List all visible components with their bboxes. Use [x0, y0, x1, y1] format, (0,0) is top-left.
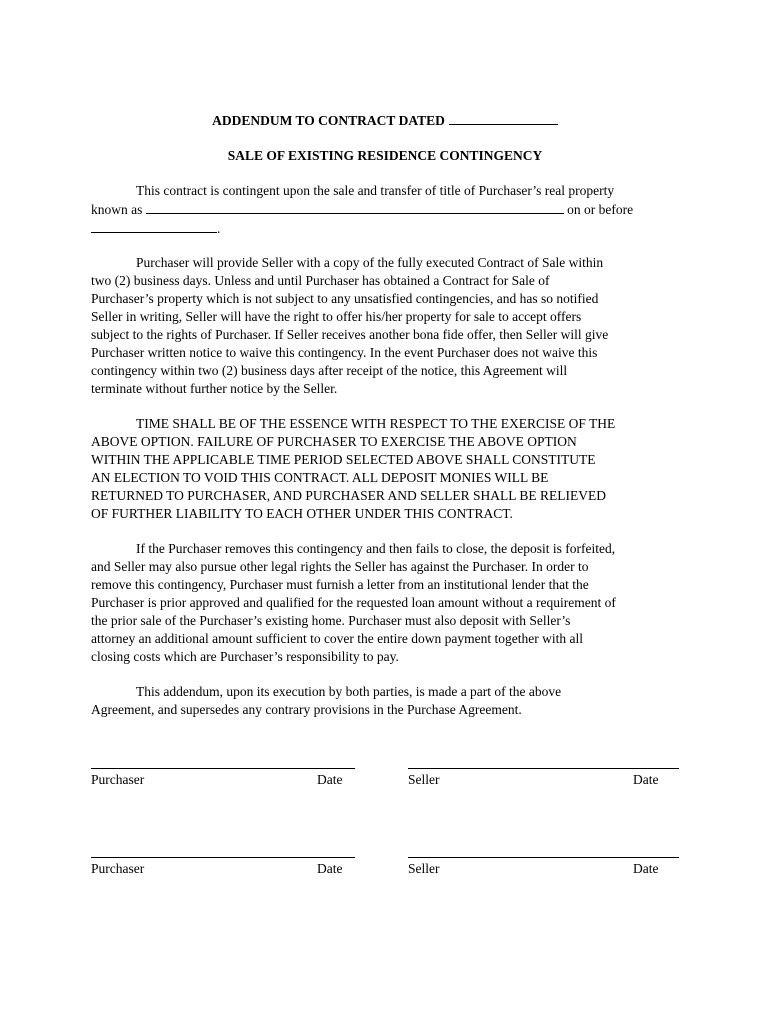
purchaser-date-label-2: Date	[317, 861, 343, 876]
paragraph-line: and Seller may also pursue other legal rights the Seller has against the Purchaser. In order to	[91, 559, 589, 574]
seller-label-2: Seller	[408, 861, 440, 876]
paragraph-line: TIME SHALL BE OF THE ESSENCE WITH RESPECT TO THE EXERCISE OF THE	[136, 416, 616, 431]
paragraph-line: ABOVE OPTION. FAILURE OF PURCHASER TO EXERCISE THE ABOVE OPTION	[91, 434, 577, 449]
seller-signature-line-2[interactable]	[408, 857, 679, 858]
paragraph-line: Purchaser will provide Seller with a copy of the fully executed Contract of Sale within	[136, 255, 604, 270]
seller-signature-line-1[interactable]	[408, 768, 679, 769]
title-text: ADDENDUM TO CONTRACT DATED	[212, 113, 445, 128]
paragraph-line: This addendum, upon its execution by both parties, is made a part of the above	[136, 684, 562, 699]
paragraph-line: terminate without further notice by the Seller.	[91, 381, 338, 396]
period-text: .	[217, 221, 221, 236]
paragraph-line	[91, 200, 683, 219]
paragraph-line: Seller in writing, Seller will have the right to offer his/her property for sale to accept offers	[91, 309, 582, 324]
document-title	[0, 112, 770, 129]
seller-label-1: Seller	[408, 772, 440, 787]
purchaser-date-label-1: Date	[317, 772, 343, 787]
paragraph-line: This contract is contingent upon the sale and transfer of title of Purchaser’s real property	[136, 183, 615, 198]
known-as-label: known as	[91, 202, 143, 217]
paragraph-line: remove this contingency, Purchaser must furnish a letter from an institutional lender that the	[91, 577, 589, 592]
seller-date-label-1: Date	[633, 772, 659, 787]
purchaser-label-1: Purchaser	[91, 772, 145, 787]
paragraph-line: RETURNED TO PURCHASER, AND PURCHASER AND SELLER SHALL BE RELIEVED	[91, 488, 607, 503]
purchaser-signature-line-2[interactable]	[91, 857, 355, 858]
seller-date-label-2: Date	[633, 861, 659, 876]
contract-date-blank	[449, 112, 558, 125]
paragraph-line: Purchaser written notice to waive this contingency. In the event Purchaser does not waive this	[91, 345, 598, 360]
paragraph-line: closing costs which are Purchaser’s responsibility to pay.	[91, 649, 399, 664]
purchaser-signature-line-1[interactable]	[91, 768, 355, 769]
paragraph-line: Purchaser is prior approved and qualified for the requested loan amount without a requirement of	[91, 595, 616, 610]
property-blank	[146, 200, 564, 214]
paragraph-line: WITHIN THE APPLICABLE TIME PERIOD SELECTED ABOVE SHALL CONSTITUTE	[91, 452, 596, 467]
paragraph-line: Agreement, and supersedes any contrary provisions in the Purchase Agreement.	[91, 702, 522, 717]
deadline-date-blank	[91, 219, 217, 233]
paragraph-contract-of-sale	[91, 254, 683, 398]
paragraph-addendum	[91, 683, 683, 719]
paragraph-time-of-essence	[91, 415, 683, 523]
paragraph-line: the prior sale of the Purchaser’s existing home. Purchaser must also deposit with Seller’s	[91, 613, 571, 628]
paragraph-line: contingency within two (2) business days after receipt of the notice, this Agreement will	[91, 363, 568, 378]
paragraph-line	[91, 219, 683, 238]
document-subtitle: SALE OF EXISTING RESIDENCE CONTINGENCY	[227, 148, 543, 163]
paragraph-line: attorney an additional amount sufficient to cover the entire down payment together with all	[91, 631, 583, 646]
paragraph-line: AN ELECTION TO VOID THIS CONTRACT. ALL DEPOSIT MONIES WILL BE	[91, 470, 549, 485]
paragraph-line: subject to the rights of Purchaser. If Seller receives another bona fide offer, then Seller will give	[91, 327, 609, 342]
paragraph-remove-contingency	[91, 540, 683, 666]
purchaser-label-2: Purchaser	[91, 861, 145, 876]
paragraph-line: If the Purchaser removes this contingency and then fails to close, the deposit is forfeited,	[136, 541, 616, 556]
paragraph-line: Purchaser’s property which is not subject to any unsatisfied contingencies, and has so notified	[91, 291, 599, 306]
paragraph-line: OF FURTHER LIABILITY TO EACH OTHER UNDER THIS CONTRACT.	[91, 506, 513, 521]
on-or-before-label: on or before	[567, 202, 634, 217]
paragraph-line: two (2) business days. Unless and until Purchaser has obtained a Contract for Sale of	[91, 273, 550, 288]
paragraph-property	[91, 182, 683, 238]
